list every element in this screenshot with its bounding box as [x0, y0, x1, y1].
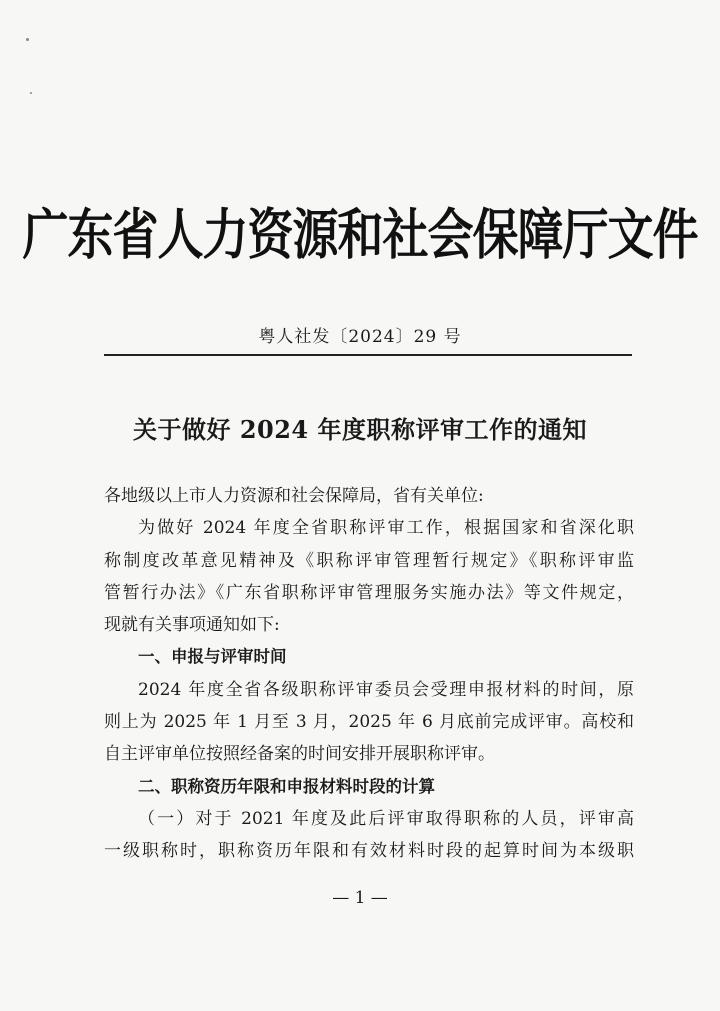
intro-line: 称制度改革意见精神及《职称评审管理暂行规定》《职称评审监 [104, 550, 634, 571]
section2-line: 一级职称时，职称资历年限和有效材料时段的起算时间为本级职 [104, 841, 634, 862]
section2-line: （一）对于 2021 年度及此后评审取得职称的人员，评审高 [138, 808, 634, 829]
scan-speck [26, 38, 29, 41]
document-number: 粤人社发〔2024〕29 号 [258, 327, 462, 347]
header-divider [104, 354, 632, 356]
section1-line: 自主评审单位按照经备案的时间安排开展职称评审。 [104, 744, 495, 765]
intro-line: 现就有关事项通知如下: [104, 615, 280, 636]
section1-line: 2024 年度全省各级职称评审委员会受理申报材料的时间，原 [138, 679, 634, 700]
document-body [104, 480, 634, 868]
intro-line: 管暂行办法》《广东省职称评审管理服务实施办法》等文件规定， [104, 582, 634, 603]
section1-line: 则上为 2025 年 1 月至 3 月，2025 年 6 月底前完成评审。高校和 [104, 712, 634, 733]
issuer-masthead: 广东省人力资源和社会保障厅文件 [22, 202, 698, 267]
section-heading: 一、申报与评审时间 [138, 647, 287, 667]
salutation: 各地级以上市人力资源和社会保障局，省有关单位: [104, 486, 484, 506]
scan-speck [30, 92, 32, 94]
section-heading: 二、职称资历年限和申报材料时段的计算 [138, 776, 435, 796]
intro-line: 为做好 2024 年度全省职称评审工作，根据国家和省深化职 [138, 518, 634, 539]
document-title: 关于做好 2024 年度职称评审工作的通知 [132, 415, 587, 444]
page-number: — 1 — [332, 888, 388, 908]
